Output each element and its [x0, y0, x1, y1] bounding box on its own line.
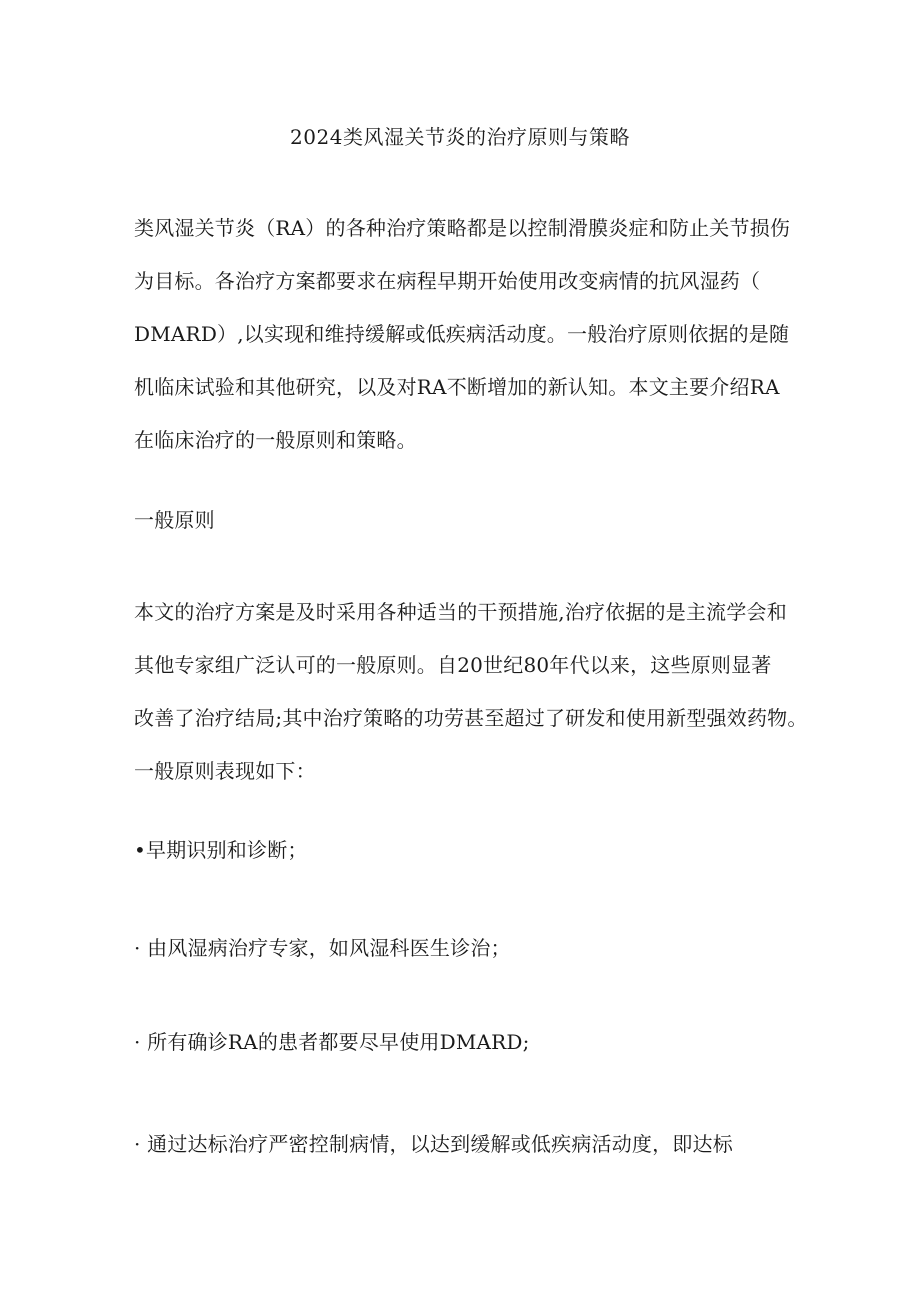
intro-paragraph	[134, 202, 794, 467]
intro-line: DMARD）,以实现和维持缓解或低疾病活动度。一般治疗原则依据的是随	[134, 322, 790, 346]
document-title: 2024类风湿关节炎的治疗原则与策略	[290, 125, 630, 149]
intro-line: 在临床治疗的一般原则和策略。	[134, 428, 417, 452]
general-line: 改善了治疗结局;其中治疗策略的功劳甚至超过了研发和使用新型强效药物。	[134, 706, 808, 730]
intro-line: 机临床试验和其他研究，以及对RA不断增加的新认知。本文主要介绍RA	[134, 375, 780, 399]
section-heading-general-principles: 一般原则	[134, 508, 215, 532]
general-principles-paragraph	[134, 586, 808, 798]
general-line: 其他专家组广泛认可的一般原则。自20世纪80年代以来，这些原则显著	[134, 653, 772, 677]
intro-line: 为目标。各治疗方案都要求在病程早期开始使用改变病情的抗风湿药（	[134, 269, 761, 293]
bullet-item-early-diagnosis: •早期识别和诊断；	[134, 838, 308, 862]
general-line: 本文的治疗方案是及时采用各种适当的干预措施,治疗依据的是主流学会和	[134, 600, 787, 624]
intro-line: 类风湿关节炎（RA）的各种治疗策略都是以控制滑膜炎症和防止关节损伤	[134, 216, 791, 240]
bullet-item-treat-to-target: · 通过达标治疗严密控制病情，以达到缓解或低疾病活动度，即达标	[134, 1132, 733, 1156]
bullet-item-early-dmard: · 所有确诊RA的患者都要尽早使用DMARD;	[134, 1030, 530, 1054]
general-line: 一般原则表现如下：	[134, 759, 316, 783]
bullet-item-specialist-care: · 由风湿病治疗专家，如风湿科医生诊治；	[134, 936, 511, 960]
